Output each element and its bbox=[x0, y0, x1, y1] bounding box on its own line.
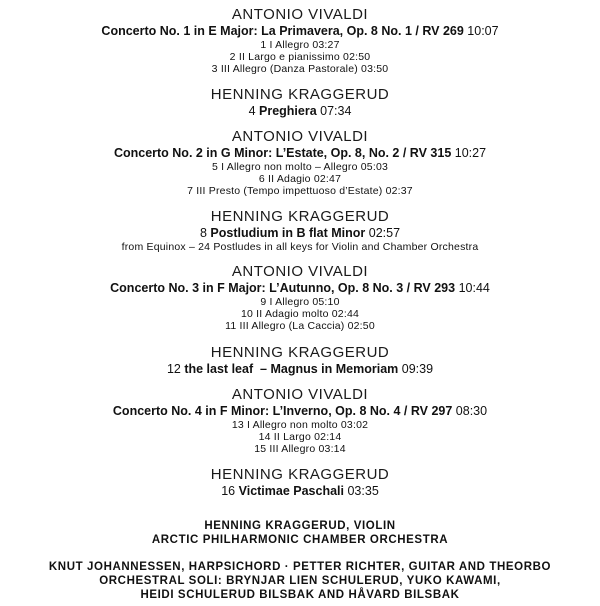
track-line: 2 II Largo e pianissimo 02:50 bbox=[229, 51, 371, 63]
work-note: from Equinox – 24 Postludes in all keys for Violin and Chamber Orchestra bbox=[121, 241, 479, 253]
credit-line: HENNING KRAGGERUD, VIOLIN bbox=[204, 520, 396, 532]
track-number: 16 bbox=[221, 484, 236, 498]
composer-name: HENNING KRAGGERUD bbox=[210, 344, 390, 361]
section-vivaldi-4 bbox=[0, 386, 600, 455]
work-duration: 07:34 bbox=[320, 104, 352, 118]
credit-line: ARCTIC PHILHARMONIC CHAMBER ORCHESTRA bbox=[151, 534, 449, 546]
credit-line: KNUT JOHANNESSEN, HARPSICHORD · PETTER RICHTER, GUITAR AND THEORBO bbox=[48, 561, 552, 573]
work-title-line bbox=[0, 281, 600, 296]
section-kraggerud-3 bbox=[0, 344, 600, 377]
composer-name: HENNING KRAGGERUD bbox=[210, 208, 390, 225]
work-title: Victimae Paschali bbox=[238, 484, 344, 498]
credit-line: ORCHESTRAL SOLI: BRYNJAR LIEN SCHULERUD, YUKO KAWAMI, bbox=[99, 575, 501, 587]
composer-name: HENNING KRAGGERUD bbox=[210, 466, 390, 483]
work-title: Concerto No. 1 in E Major: La Primavera, Op. 8 No. 1 / RV 269 bbox=[101, 24, 464, 38]
work-duration: 10:44 bbox=[458, 281, 490, 295]
section-kraggerud-1 bbox=[0, 86, 600, 119]
work-duration: 03:35 bbox=[347, 484, 379, 498]
track-line: 5 I Allegro non molto – Allegro 05:03 bbox=[211, 161, 389, 173]
composer-name: ANTONIO VIVALDI bbox=[231, 6, 369, 23]
section-vivaldi-2 bbox=[0, 128, 600, 197]
work-title-line bbox=[0, 362, 600, 377]
work-duration: 09:39 bbox=[401, 362, 434, 376]
credit-line: HEIDI SCHULERUD BILSBAK AND HÅVARD BILSBAK bbox=[140, 589, 460, 601]
work-duration: 08:30 bbox=[455, 404, 488, 418]
work-title: Postludium in B flat Minor bbox=[210, 226, 366, 240]
work-duration: 02:57 bbox=[368, 226, 401, 240]
track-line: 10 II Adagio molto 02:44 bbox=[240, 308, 360, 320]
track-line: 14 II Largo 02:14 bbox=[258, 431, 342, 443]
work-title-line bbox=[0, 484, 600, 499]
section-kraggerud-2 bbox=[0, 208, 600, 253]
track-line: 13 I Allegro non molto 03:02 bbox=[231, 419, 369, 431]
track-line: 1 I Allegro 03:27 bbox=[260, 39, 340, 51]
composer-name: HENNING KRAGGERUD bbox=[210, 86, 390, 103]
composer-name: ANTONIO VIVALDI bbox=[231, 263, 369, 280]
work-title: Concerto No. 3 in F Major: L’Autunno, Op. 8 No. 3 / RV 293 bbox=[110, 281, 456, 295]
track-line: 15 III Allegro 03:14 bbox=[254, 443, 346, 455]
soloists-credits bbox=[0, 560, 600, 602]
composer-name: ANTONIO VIVALDI bbox=[231, 386, 369, 403]
track-line: 3 III Allegro (Danza Pastorale) 03:50 bbox=[211, 63, 389, 75]
work-title-line bbox=[0, 24, 600, 39]
work-title: the last leaf – Magnus in Memoriam bbox=[184, 362, 399, 376]
work-title: Concerto No. 2 in G Minor: L’Estate, Op. 8, No. 2 / RV 315 bbox=[113, 146, 452, 160]
work-title: Concerto No. 4 in F Minor: L’Inverno, Op. 8 No. 4 / RV 297 bbox=[112, 404, 453, 418]
track-line: 11 III Allegro (La Caccia) 02:50 bbox=[225, 320, 375, 332]
work-duration: 10:07 bbox=[467, 24, 499, 38]
track-line: 7 III Presto (Tempo impettuoso d’Estate) 02:37 bbox=[187, 185, 413, 197]
section-vivaldi-3 bbox=[0, 263, 600, 332]
work-title-line bbox=[0, 404, 600, 419]
track-number: 12 bbox=[166, 362, 181, 376]
section-kraggerud-4 bbox=[0, 466, 600, 499]
track-number: 8 bbox=[199, 226, 207, 240]
performers-credits bbox=[0, 519, 600, 547]
work-title-line bbox=[0, 146, 600, 161]
section-vivaldi-1 bbox=[0, 6, 600, 75]
track-number: 4 bbox=[248, 104, 256, 118]
work-duration: 10:27 bbox=[454, 146, 487, 160]
track-line: 6 II Adagio 02:47 bbox=[258, 173, 342, 185]
work-title: Preghiera bbox=[259, 104, 317, 118]
work-title-line bbox=[0, 226, 600, 241]
track-line: 9 I Allegro 05:10 bbox=[260, 296, 340, 308]
composer-name: ANTONIO VIVALDI bbox=[231, 128, 369, 145]
work-title-line bbox=[0, 104, 600, 119]
